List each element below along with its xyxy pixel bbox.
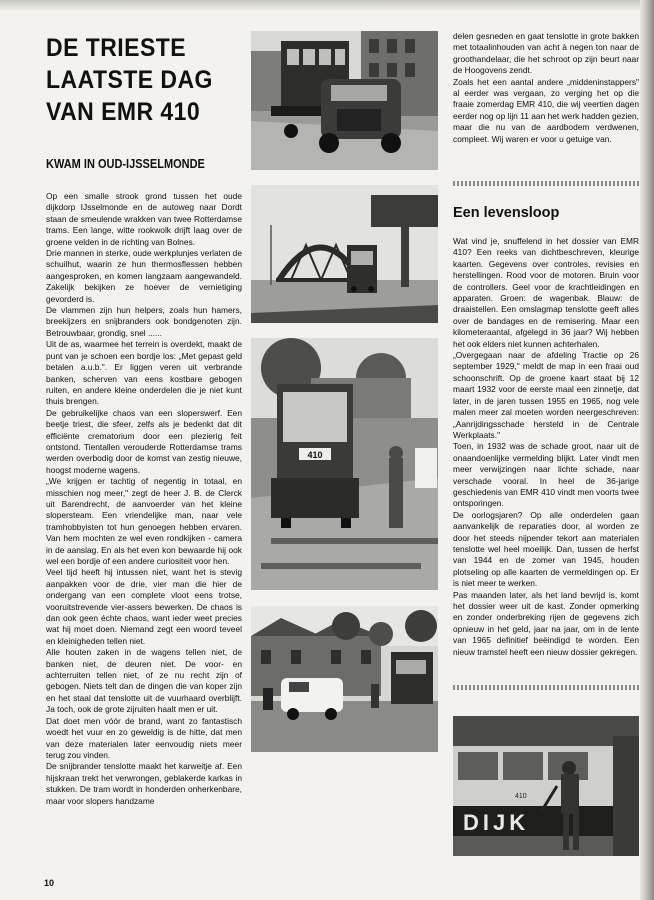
right-column-top-text xyxy=(453,31,639,145)
paragraph: Uit de as, waarmee het terrein is overdekt, maakt de punt van je schoen een bordje los: „Met gepast geld betalen a.u.b.". Er liggen veren uit verbrande banken, scherven van eens kostbare gebogen ruiten, en andere kleine onderdelen die je niet kunt thuis brengen. xyxy=(46,339,242,407)
section-divider xyxy=(453,685,639,690)
section-title: Een levensloop xyxy=(453,205,560,221)
paragraph: Op een smalle strook grond tussen het oude dijkdorp IJsselmonde en de autoweg naar Dordt staan de smeulende wrakken van twee Rotterdamse trams. Een lange, witte rookwolk drijft laag over de groene velden in de richting van Bolnes. xyxy=(46,191,242,247)
photo-street-with-car-and-tram xyxy=(251,606,438,752)
paragraph: Veel tijd heeft hij intussen niet, want het is stevig aanpakken voor de drie, vier man die hier de ondergang van een complete vloot eens trotse, vooruitstrevende vier-assers bewerken. De chaos is dan ook geen échte chaos, want ieder weet precies wat hij moet doen. Niemand zegt een woord teveel en kleinigheden tellen niet. xyxy=(46,567,242,646)
article-title xyxy=(46,32,230,128)
paragraph: „We krijgen er tachtig of negentig in totaal, en misschien nog meer," zegt de heer J. B. de Clerck uit Barendrecht, de aanvoerder van het kleine slopersteam. Een vriendelijke man, naar vele tramhobbyisten tot hun genoegen hebben ervaren. Van hem mochten ze wel even rondkijken - camera in de aanslag. En als het even kon bewaarde hij ook wel een bordje of een andere curiositeit voor hen. xyxy=(46,476,242,566)
section-divider xyxy=(453,181,639,186)
paragraph: Wat vind je, snuffelend in het dossier van EMR 410? Een reeks van dichtbeschreven, kleurige kaarten. Gegevens over controles, revisies en herstellingen. Rood voor de motoren. Bruin voor de controllers. Geel voor de krachtleidingen en apparaten. Groen: de wagenbak. Blauw: de draaistellen. Een omslagmap tenslotte geeft alles over de bandages en de remisering. Maar een kilometeraantal, afgelegd in 36 jaar? Wij hebben het ook elders niet kunnen achterhalen. xyxy=(453,236,639,349)
paragraph: De vlammen zijn hun helpers, zoals hun hamers, breekijzers en snijbranders ook bondgenoten zijn. Betrouwbaar, grondig, snel ...... xyxy=(46,305,242,338)
paragraph: Alle houten zaken in de wagens tellen niet, de banken niet, de deuren niet. De voor- en achterruiten tellen niet, of ze nu recht zijn of gebogen. Niets telt dan de dingen die van koper zijn en het staal dat tenslotte uit de vuurhaard overblijft. Ja toch, ook de grote zijruiten haalt men er uit. xyxy=(46,647,242,715)
paragraph: Pas maanden later, als het land bevrijd is, komt het dossier weer uit de kast. Zonder opmerking en zonder onderbreking rijen de gegevens zich opnieuw in het geld, jaar na jaar, om in de lente van 1965 definitief beëindigd te worden. Een nieuw tramstel heeft een nieuw dossier gekregen. xyxy=(453,589,639,657)
photo-tram-dismantling-worker xyxy=(453,716,639,856)
left-column-text xyxy=(46,191,242,807)
paragraph: Zoals het een aantal andere „middeninstappers" al eerder was vergaan, zo verging het op die fraaie zomerdag EMR 410, die wij veertien dagen eerder nog op lijn 11 aan het werk hadden gezien, maar die nu van de aardbodem verdwenen, compleet. Wij waren er voor u getuige van. xyxy=(453,76,639,144)
title-line-3: VAN EMR 410 xyxy=(46,98,201,126)
paragraph: Dat doet men vóór de brand, want zo fantastisch woedt het vuur en zo geweldig is de hitte, dat men van deze materialen later eenvoudig niets meer terug zou vinden. xyxy=(46,715,242,760)
title-line-1: DE TRIESTE xyxy=(46,34,187,62)
tram-number-sign: 410 xyxy=(307,450,323,460)
page-binding-edge xyxy=(640,0,654,900)
paragraph: Drie mannen in sterke, oude werkplunjes verlaten de schuilhut, waarin ze hun thermosflessen hebben aangesproken, en komen langzaam aangewandeld. Zakelijk bekijken ze hoever de vernietiging gevorderd is. xyxy=(46,248,242,304)
photo-tram-towed-by-truck xyxy=(251,31,438,170)
tram-side-lettering: DIJK xyxy=(463,810,530,835)
photo-bridge-and-tram xyxy=(251,185,438,323)
paragraph: De gebruikelijke chaos van een sloperswerf. Een beetje triest, die sfeer, zelfs als je bedenkt dat dit efficiënte crematorium door een plezierig feit ontstond. Tientallen verouderde Rotterdamse trams werden overbodig door de komst van zestig nieuwe, hoogst moderne wagens. xyxy=(46,407,242,475)
right-column-main-text xyxy=(453,236,639,658)
page-top-edge xyxy=(0,0,654,10)
article-subtitle: KWAM IN OUD-IJSSELMONDE xyxy=(46,157,205,171)
page-number: 10 xyxy=(44,878,55,888)
paragraph: De oorlogsjaren? Op alle onderdelen gaan aanvankelijk de reparaties door, al worden ze door het steeds nijpender tekort aan materialen tenslotte wel heel moeilijk. Dan, tussen de herfst van 1944 en de zomer van 1945, houden plotseling op alle kaarten de vermeldingen op. Er is niet meer te werken. xyxy=(453,509,639,589)
paragraph: Toen, in 1932 was de schade groot, naar uit de onaandoenlijke vermelding blijkt. Later vindt men meer verwijzingen naar lichte schade, naar verschade vooral. In heel de 36-jarige geschiedenis van EMR 410 vindt men voorts twee ontsporingen. xyxy=(453,441,639,509)
paragraph: De snijbrander tenslotte maakt het karweitje af. Een hijskraan trekt het verwrongen, geblakerde karkas in stukken. De tram wordt in honderden onherkenbare, maar voor slopers handzame xyxy=(46,761,242,806)
paragraph: delen gesneden en gaat tenslotte in grote bakken met totaalinhouden van acht à negen ton naar de groothandelaar, die het schroot op zijn beurt naar de Hoogovens zendt. xyxy=(453,31,639,76)
photo-tram-on-site-with-workers xyxy=(251,338,438,590)
tram-side-number: 410 xyxy=(515,793,527,800)
paragraph: „Overgegaan naar de afdeling Tractie op 26 september 1929," meldt de map in een fraai oud schoonschrift. Op de groene kaart staat bij 12 maart 1932 voor de eerste maal een zinnetje, dat later, in de jaren tussen 1955 en 1965, nog vele malen meer zal moeten worden neergeschreven: „Aanrijdingsschade hersteld in de Centrale Werkplaats." xyxy=(453,350,639,440)
title-line-2: LAATSTE DAG xyxy=(46,66,213,94)
